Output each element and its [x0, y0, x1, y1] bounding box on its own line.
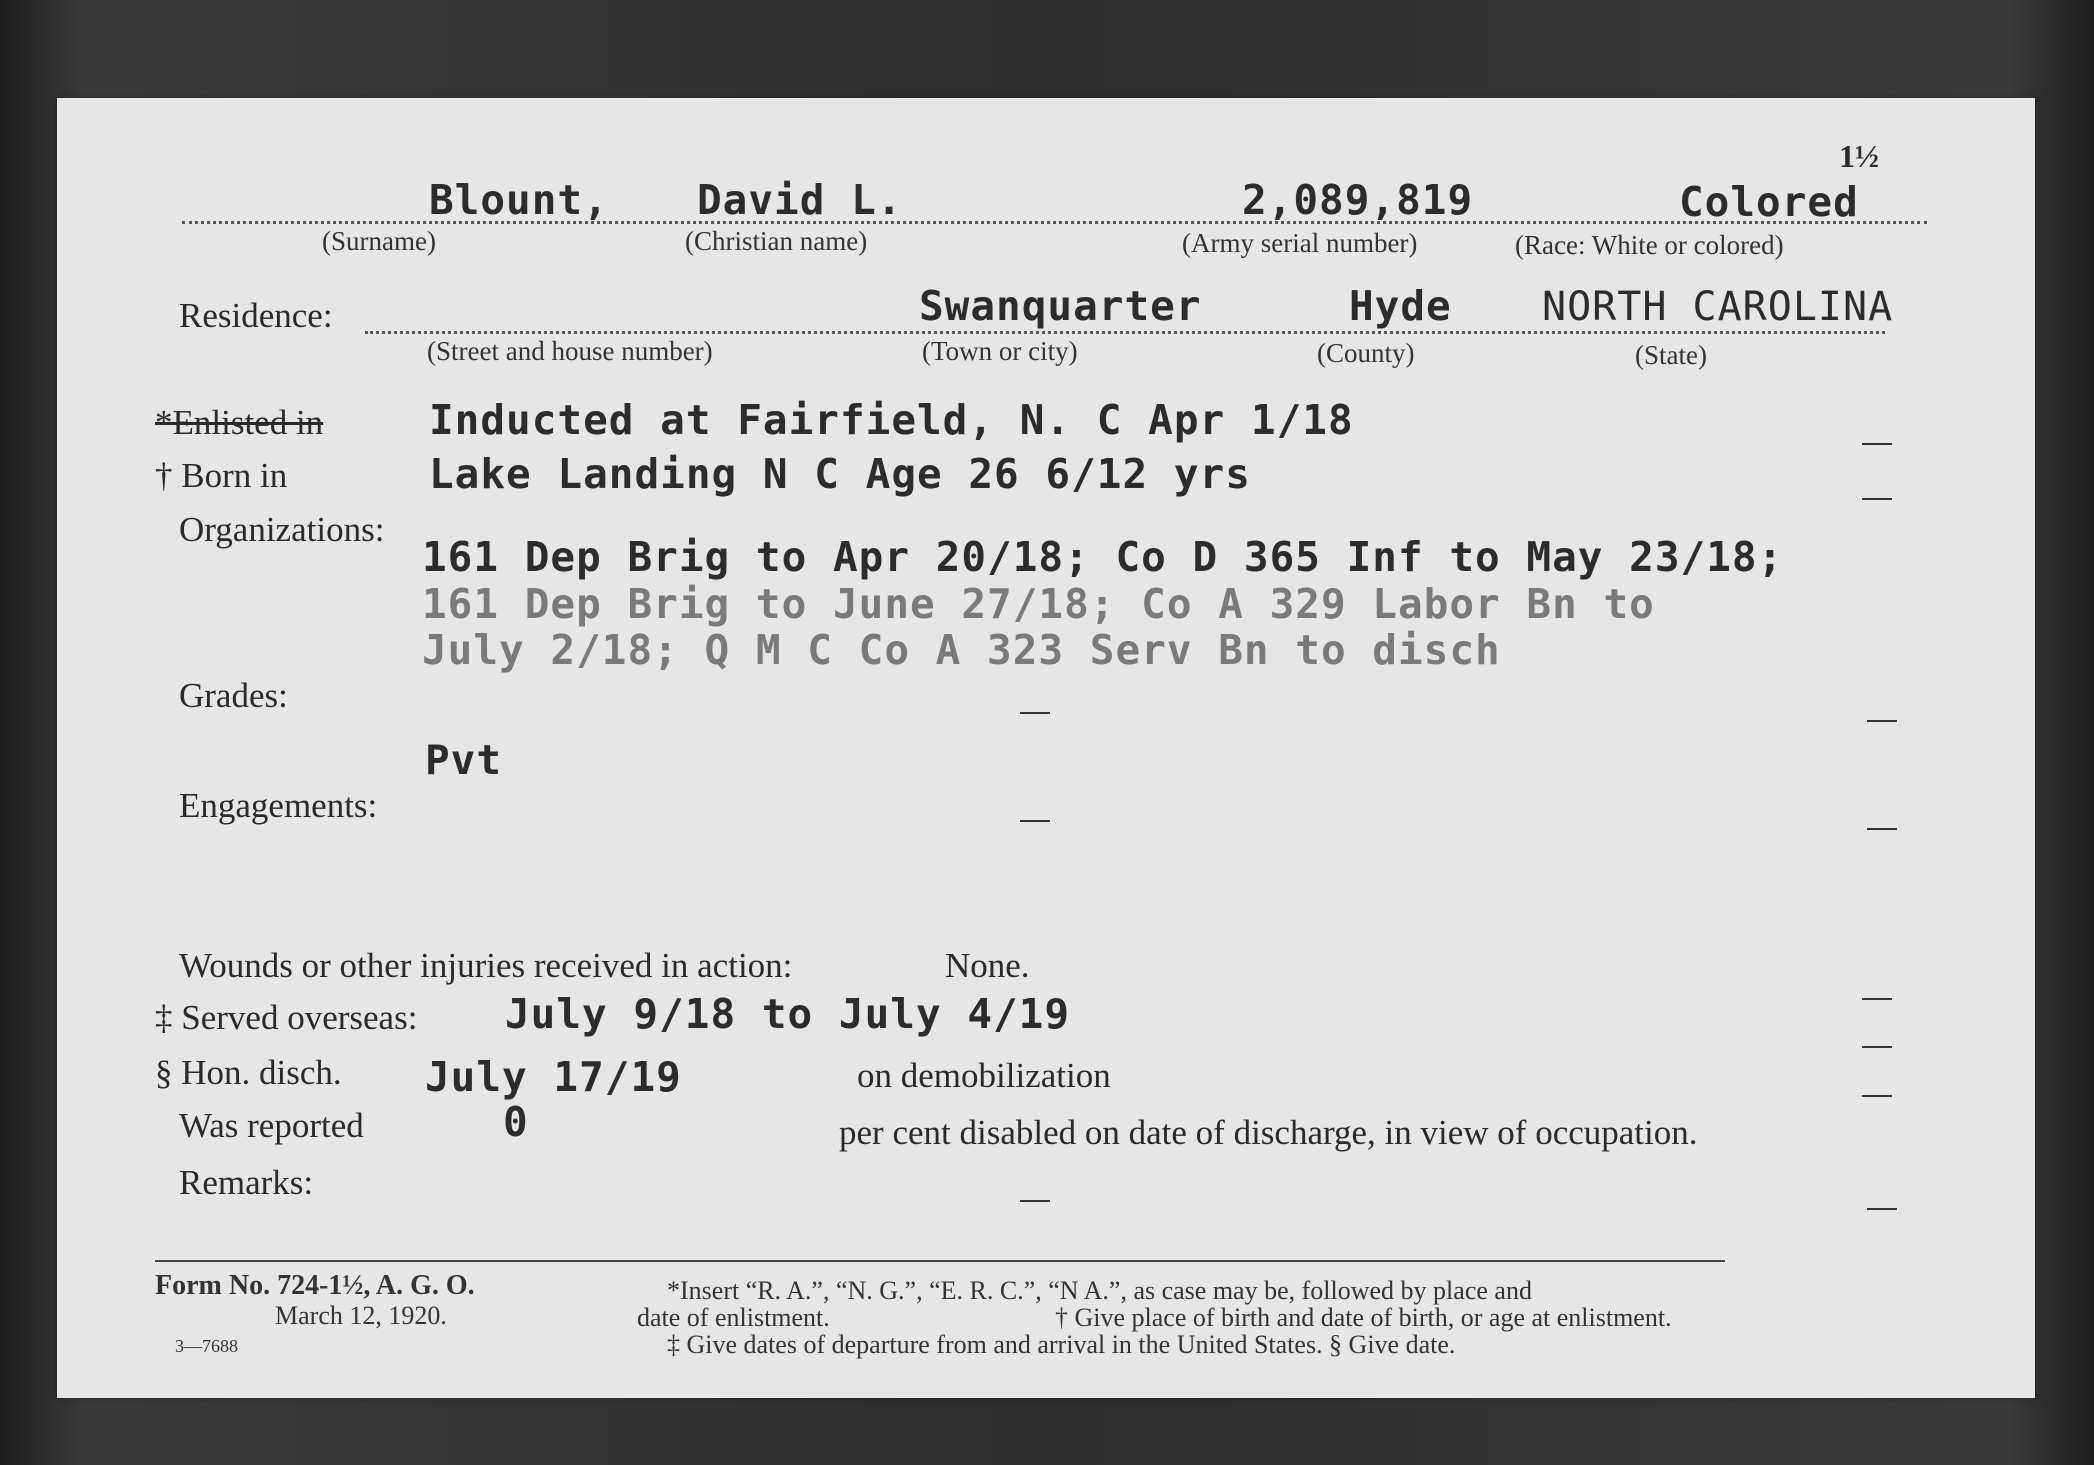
county-caption: (County)	[1317, 338, 1415, 368]
race-caption: (Race: White or colored)	[1515, 230, 1784, 260]
footnote-line-2a: date of enlistment.	[637, 1303, 830, 1332]
footer-rule	[155, 1260, 1725, 1262]
surname-caption: (Surname)	[322, 226, 436, 256]
wounds-label: Wounds or other injuries received in action:	[179, 946, 793, 985]
hon-disch-value: July 17/19	[425, 1053, 682, 1101]
service-record-card	[57, 98, 2035, 1398]
christian-name-caption: (Christian name)	[685, 226, 868, 256]
dash-mark	[1862, 443, 1892, 445]
hon-disch-label: § Hon. disch.	[155, 1053, 342, 1092]
surname-value: Blount,	[429, 176, 609, 224]
reported-label: Was reported	[179, 1106, 364, 1145]
engagements-label: Engagements:	[179, 786, 378, 825]
wounds-value: None.	[945, 946, 1030, 985]
dash-mark	[1862, 1095, 1892, 1097]
reported-value: 0	[503, 1098, 529, 1146]
christian-name-value: David L.	[697, 176, 903, 224]
dash-mark	[1020, 820, 1050, 822]
state-value: NORTH CAROLINA	[1542, 284, 1894, 330]
dash-mark	[1862, 498, 1892, 500]
race-value: Colored	[1679, 178, 1859, 226]
state-caption: (State)	[1635, 340, 1707, 370]
town-value: Swanquarter	[919, 282, 1202, 330]
enlisted-value: Inducted at Fairfield, N. C Apr 1/18	[429, 396, 1354, 444]
footnote-line-3: ‡ Give dates of departure from and arrival in the United States. § Give date.	[667, 1330, 1456, 1359]
born-value: Lake Landing N C Age 26 6/12 yrs	[429, 450, 1251, 498]
organizations-line-1: 161 Dep Brig to Apr 20/18; Co D 365 Inf to May 23/18;	[422, 533, 1784, 581]
disabled-text: per cent disabled on date of discharge, in view of occupation.	[839, 1113, 1698, 1152]
form-date: March 12, 1920.	[275, 1301, 447, 1330]
enlisted-label: *Enlisted in	[155, 403, 324, 442]
dash-mark	[1020, 1200, 1050, 1202]
dash-mark	[1862, 998, 1892, 1000]
remarks-label: Remarks:	[179, 1163, 314, 1202]
form-number: Form No. 724-1½, A. G. O.	[155, 1270, 475, 1301]
organizations-line-3: July 2/18; Q M C Co A 323 Serv Bn to disch	[422, 626, 1501, 674]
demobilization-text: on demobilization	[857, 1056, 1111, 1095]
residence-line	[365, 331, 1885, 334]
dash-mark	[1020, 712, 1050, 714]
form-code: 1½	[1839, 138, 1879, 174]
print-code: 3—7688	[175, 1336, 238, 1356]
grades-value: Pvt	[425, 736, 503, 784]
dash-mark	[1867, 720, 1897, 722]
serial-number-value: 2,089,819	[1242, 176, 1474, 224]
town-caption: (Town or city)	[922, 336, 1078, 366]
organizations-line-2: 161 Dep Brig to June 27/18; Co A 329 Labor Bn to	[422, 580, 1655, 628]
overseas-value: July 9/18 to July 4/19	[505, 990, 1071, 1038]
footnote-line-2b: † Give place of birth and date of birth, or age at enlistment.	[1055, 1303, 1672, 1332]
dash-mark	[1862, 1046, 1892, 1048]
footnote-line-1: *Insert “R. A.”, “N. G.”, “E. R. C.”, “N A.”, as case may be, followed by place and	[667, 1276, 1532, 1305]
organizations-label: Organizations:	[179, 510, 385, 549]
dash-mark	[1867, 1208, 1897, 1210]
residence-label: Residence:	[179, 296, 333, 335]
grades-label: Grades:	[179, 676, 288, 715]
born-label: † Born in	[155, 456, 288, 495]
dash-mark	[1867, 828, 1897, 830]
county-value: Hyde	[1349, 282, 1452, 330]
overseas-label: ‡ Served overseas:	[155, 998, 418, 1037]
street-caption: (Street and house number)	[427, 336, 713, 366]
serial-number-caption: (Army serial number)	[1182, 228, 1418, 258]
